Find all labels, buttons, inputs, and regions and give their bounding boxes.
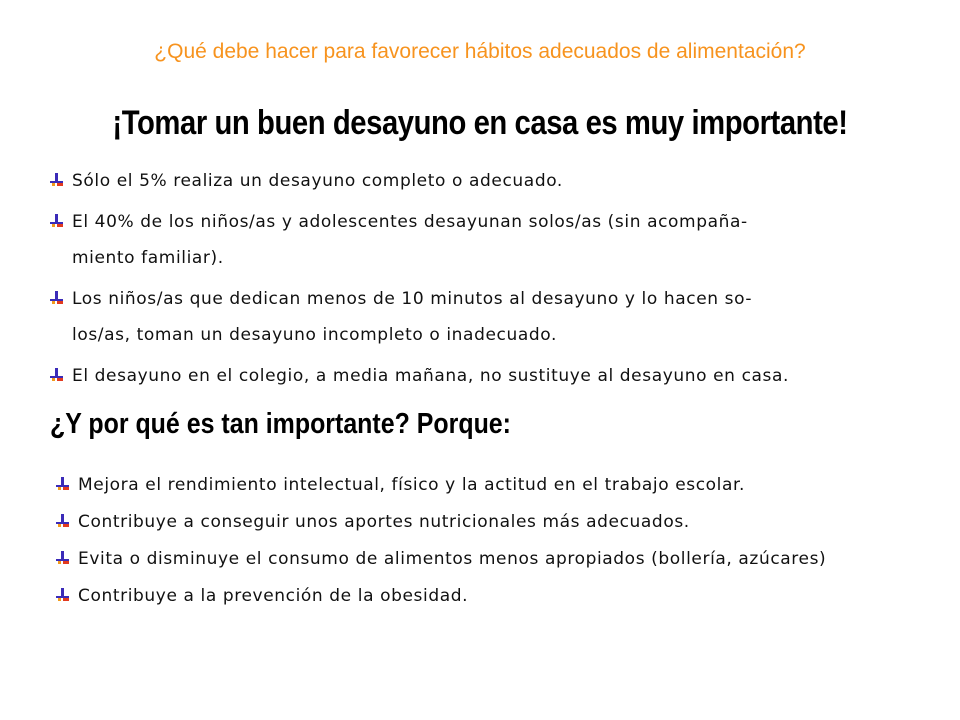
list-item-line: Sólo el 5% realiza un desayuno completo o adecuado. — [72, 171, 563, 191]
page-headline: ¡Tomar un buen desayuno en casa es muy importante! — [112, 104, 848, 142]
fact-item — [50, 163, 930, 199]
arrow-bullet-icon — [56, 551, 70, 565]
reason-item — [56, 544, 936, 574]
page-subtitle: ¿Qué debe hacer para favorecer hábitos adecuados de alimentación? — [154, 40, 806, 63]
list-item-line: Evita o disminuye el consumo de alimentos menos apropiados (bollería, azúcares) — [78, 549, 827, 569]
fact-item — [50, 281, 930, 353]
list-item-line: los/as, toman un desayuno incompleto o inadecuado. — [72, 325, 557, 345]
list-item-line: Contribuye a la prevención de la obesidad. — [78, 586, 469, 606]
list-item-line: Mejora el rendimiento intelectual, físico y la actitud en el trabajo escolar. — [78, 475, 746, 495]
list-item-line: El desayuno en el colegio, a media mañana, no sustituye al desayuno en casa. — [72, 366, 790, 386]
facts-list — [50, 163, 930, 399]
fact-item — [50, 358, 930, 394]
section-title: ¿Y por qué es tan importante? Porque: — [50, 408, 511, 440]
reason-item — [56, 507, 936, 537]
arrow-bullet-icon — [50, 368, 64, 382]
list-item-line: Contribuye a conseguir unos aportes nutricionales más adecuados. — [78, 512, 690, 532]
list-item-line: El 40% de los niños/as y adolescentes desayunan solos/as (sin acompaña- — [72, 212, 748, 232]
arrow-bullet-icon — [50, 214, 64, 228]
arrow-bullet-icon — [50, 173, 64, 187]
reason-item — [56, 581, 936, 611]
arrow-bullet-icon — [56, 588, 70, 602]
arrow-bullet-icon — [50, 291, 64, 305]
arrow-bullet-icon — [56, 477, 70, 491]
arrow-bullet-icon — [56, 514, 70, 528]
fact-item — [50, 204, 930, 276]
list-item-line: miento familiar). — [72, 248, 224, 268]
list-item-line: Los niños/as que dedican menos de 10 minutos al desayuno y lo hacen so- — [72, 289, 753, 309]
reason-item — [56, 470, 936, 500]
reasons-list — [56, 470, 936, 618]
